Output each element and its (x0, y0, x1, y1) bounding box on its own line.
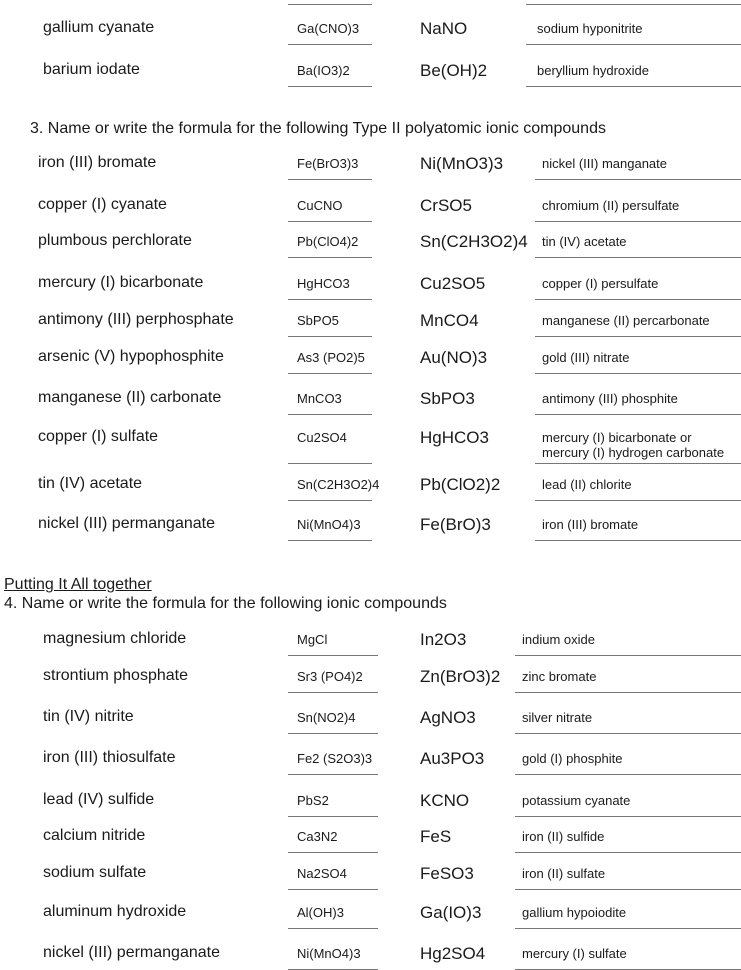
name-answer-line (535, 373, 741, 374)
compound-row (0, 667, 741, 707)
formula-answer-line (288, 336, 372, 337)
name-answer-line (535, 414, 741, 415)
formula-answer-line (288, 852, 378, 853)
formula-answer-line (288, 463, 372, 464)
name-answer[interactable]: iron (III) bromate (542, 517, 639, 532)
formula-answer-line (288, 889, 378, 890)
compound-name: gallium cyanate (43, 19, 155, 36)
given-formula: In2O3 (420, 630, 467, 649)
compound-name: calcium nitride (43, 827, 146, 844)
compound-row (0, 154, 741, 194)
formula-answer-line (288, 816, 378, 817)
name-answer-line (535, 500, 741, 501)
formula-answer[interactable]: Sn(NO2)4 (297, 710, 356, 725)
name-answer[interactable]: silver nitrate (522, 710, 593, 725)
formula-answer[interactable]: Al(OH)3 (297, 905, 344, 920)
compound-row (0, 944, 741, 970)
compound-row (0, 274, 741, 314)
given-formula: AgNO3 (420, 708, 476, 727)
name-answer[interactable]: tin (IV) acetate (542, 234, 627, 249)
compound-row (0, 232, 741, 272)
name-answer-line (515, 655, 741, 656)
name-answer-line (526, 44, 741, 45)
name-answer-line (535, 336, 741, 337)
section-4-title: Putting It All together (4, 576, 152, 593)
name-answer-line (515, 774, 741, 775)
compound-name: antimony (III) perphosphate (38, 311, 234, 328)
compound-name: tin (IV) acetate (38, 475, 143, 492)
formula-answer[interactable]: Fe(BrO3)3 (297, 156, 359, 171)
name-answer[interactable]: potassium cyanate (522, 793, 631, 808)
formula-answer-line (288, 733, 378, 734)
compound-row (0, 475, 741, 515)
formula-answer-line (288, 257, 372, 258)
name-answer[interactable]: chromium (II) persulfate (542, 198, 680, 213)
formula-answer-line (288, 221, 372, 222)
given-formula: FeS (420, 827, 452, 846)
name-answer[interactable]: gold (I) phosphite (522, 751, 623, 766)
given-formula: Pb(ClO2)2 (420, 475, 501, 494)
name-answer-line (515, 889, 741, 890)
compound-name: lead (IV) sulfide (43, 791, 155, 808)
compound-row (0, 515, 741, 555)
formula-answer[interactable]: MgCl (297, 632, 328, 647)
given-formula: SbPO3 (420, 389, 475, 408)
name-answer-line (535, 179, 741, 180)
given-formula: FeSO3 (420, 864, 474, 883)
formula-answer-line (288, 774, 378, 775)
compound-row (0, 903, 741, 943)
formula-answer-line (288, 500, 372, 501)
compound-row (0, 348, 741, 388)
formula-answer[interactable]: Pb(ClO4)2 (297, 234, 359, 249)
name-answer-line (535, 463, 741, 464)
given-formula: Fe(BrO)3 (420, 515, 491, 534)
formula-answer[interactable]: Ca3N2 (297, 829, 338, 844)
formula-answer[interactable]: Ba(IO3)2 (297, 63, 350, 78)
given-formula: KCNO (420, 791, 470, 810)
name-answer[interactable]: iron (II) sulfate (522, 866, 606, 881)
section-3-heading: 3. Name or write the formula for the following Type II polyatomic ionic compounds (30, 120, 606, 137)
name-answer[interactable]: gold (III) nitrate (542, 350, 630, 365)
compound-name: aluminum hydroxide (43, 903, 187, 920)
compound-name: arsenic (V) hypophosphite (38, 348, 224, 365)
formula-answer[interactable]: SbPO5 (297, 313, 339, 328)
formula-answer[interactable]: CuCNO (297, 198, 343, 213)
formula-answer-line (288, 692, 378, 693)
name-answer[interactable]: nickel (III) manganate (542, 156, 668, 171)
compound-name: magnesium chloride (43, 630, 187, 647)
name-answer-line (515, 928, 741, 929)
given-formula: Hg2SO4 (420, 944, 486, 963)
formula-answer-line (288, 414, 372, 415)
given-formula: CrSO5 (420, 196, 472, 215)
formula-answer[interactable]: Sr3 (PO4)2 (297, 669, 363, 684)
compound-name: iron (III) thiosulfate (43, 749, 176, 766)
formula-answer[interactable]: Sn(C2H3O2)4 (297, 477, 380, 492)
compound-name: strontium phosphate (43, 667, 188, 684)
compound-row (0, 311, 741, 351)
given-formula: Au3PO3 (420, 749, 485, 768)
name-answer-line (535, 540, 741, 541)
given-formula: Zn(BrO3)2 (420, 667, 501, 686)
given-formula: HgHCO3 (420, 428, 489, 447)
formula-answer[interactable]: Cu2SO4 (297, 430, 347, 445)
formula-answer-line (288, 299, 372, 300)
compound-name: manganese (II) carbonate (38, 389, 222, 406)
compound-name: plumbous perchlorate (38, 232, 192, 249)
compound-row (0, 61, 741, 101)
formula-answer-line (288, 179, 372, 180)
formula-answer-line (288, 373, 372, 374)
given-formula: Au(NO)3 (420, 348, 488, 367)
formula-answer-line (288, 928, 378, 929)
name-answer[interactable]: manganese (II) percarbonate (542, 313, 710, 328)
compound-row (0, 708, 741, 748)
compound-name: barium iodate (43, 61, 140, 78)
formula-answer[interactable]: Ni(MnO4)3 (297, 946, 361, 961)
given-formula: Ni(MnO3)3 (420, 154, 504, 173)
formula-answer[interactable]: Ga(CNO)3 (297, 21, 360, 36)
compound-row (0, 428, 741, 468)
given-formula: Be(OH)2 (420, 61, 488, 80)
formula-answer[interactable]: MnCO3 (297, 391, 342, 406)
section-4-heading: 4. Name or write the formula for the following ionic compounds (4, 595, 447, 612)
name-answer[interactable]: lead (II) chlorite (542, 477, 632, 492)
compound-row (0, 864, 741, 904)
given-formula: MnCO4 (420, 311, 479, 330)
given-formula: NaNO (420, 19, 468, 38)
formula-answer-line (288, 655, 378, 656)
name-answer-line (515, 692, 741, 693)
name-answer-line (515, 852, 741, 853)
name-answer-line (526, 86, 741, 87)
name-answer-line (515, 816, 741, 817)
compound-name: nickel (III) permanganate (43, 944, 220, 961)
formula-answer-line (288, 540, 372, 541)
answer-line (526, 4, 741, 5)
compound-name: iron (III) bromate (38, 154, 157, 171)
name-answer-line (535, 221, 741, 222)
compound-name: mercury (I) bicarbonate (38, 274, 204, 291)
compound-name: nickel (III) permanganate (38, 515, 215, 532)
name-answer[interactable]: indium oxide (522, 632, 595, 647)
compound-row (0, 827, 741, 867)
formula-answer-line (288, 44, 372, 45)
name-answer[interactable]: sodium hyponitrite (537, 21, 643, 36)
formula-answer[interactable]: Fe2 (S2O3)3 (297, 751, 373, 766)
compound-row (0, 749, 741, 789)
formula-answer[interactable]: PbS2 (297, 793, 329, 808)
compound-name: copper (I) sulfate (38, 428, 159, 445)
formula-answer[interactable]: As3 (PO2)5 (297, 350, 365, 365)
compound-row (0, 196, 741, 236)
compound-row (0, 630, 741, 670)
name-answer[interactable]: zinc bromate (522, 669, 597, 684)
name-answer[interactable]: beryllium hydroxide (537, 63, 649, 78)
given-formula: Cu2SO5 (420, 274, 486, 293)
formula-answer[interactable]: Na2SO4 (297, 866, 347, 881)
given-formula: Ga(IO)3 (420, 903, 482, 922)
name-answer[interactable]: antimony (III) phosphite (542, 391, 678, 406)
name-answer-line (515, 733, 741, 734)
compound-name: sodium sulfate (43, 864, 147, 881)
compound-row (0, 19, 741, 59)
formula-answer[interactable]: HgHCO3 (297, 276, 350, 291)
name-answer[interactable]: gallium hypoiodite (522, 905, 627, 920)
compound-row (0, 791, 741, 831)
answer-line (288, 4, 372, 5)
compound-name: copper (I) cyanate (38, 196, 167, 213)
name-answer[interactable]: copper (I) persulfate (542, 276, 659, 291)
name-answer-line (535, 257, 741, 258)
formula-answer-line (288, 86, 372, 87)
formula-answer[interactable]: Ni(MnO4)3 (297, 517, 361, 532)
name-answer-line (535, 299, 741, 300)
name-answer[interactable]: mercury (I) bicarbonate or mercury (I) hydrogen carbonate (542, 430, 725, 460)
name-answer[interactable]: iron (II) sulfide (522, 829, 605, 844)
name-answer[interactable]: mercury (I) sulfate (522, 946, 627, 961)
compound-row (0, 389, 741, 429)
given-formula: Sn(C2H3O2)4 (420, 232, 528, 251)
compound-name: tin (IV) nitrite (43, 708, 134, 725)
